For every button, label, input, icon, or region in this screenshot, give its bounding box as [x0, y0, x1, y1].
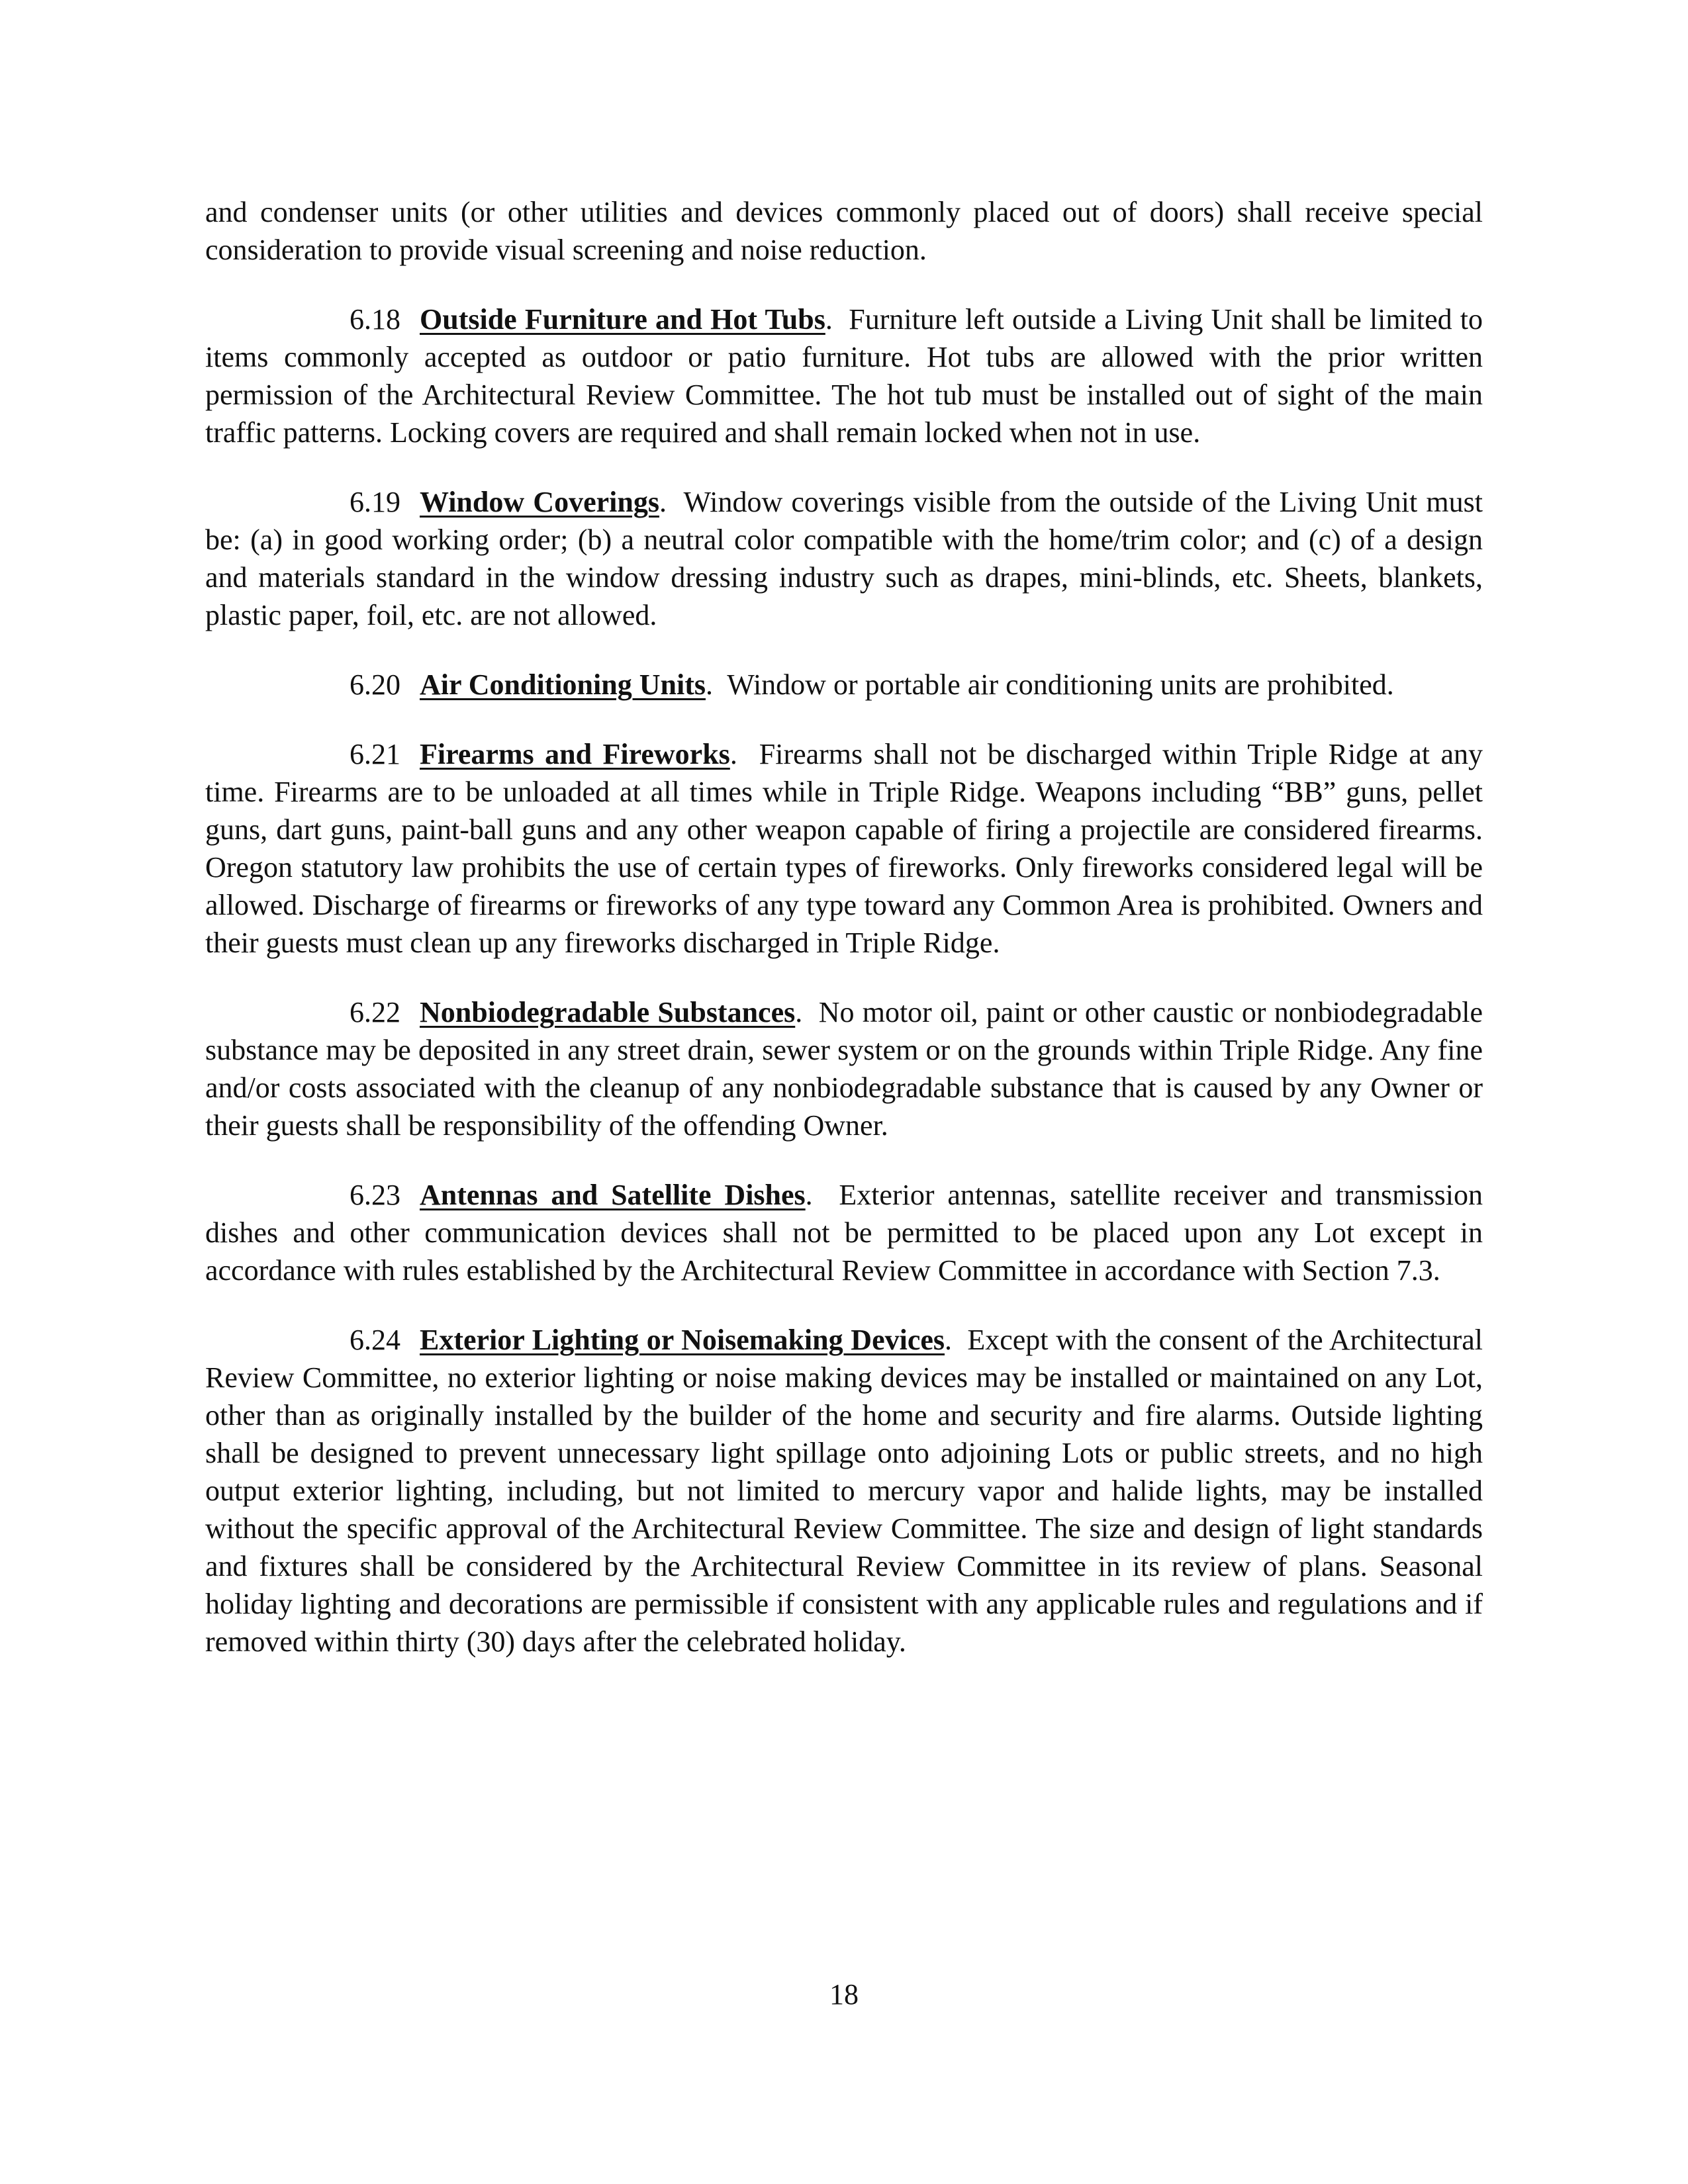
section-number: 6.19: [350, 486, 400, 518]
heading-punct: .: [705, 668, 713, 701]
section-heading: Firearms and Fireworks: [420, 738, 730, 770]
document-body: [205, 193, 1483, 1692]
section-text: Furniture left outside a Living Unit shall be limited to items commonly accepted as outdoor or patio furniture. Hot tubs are allowed with the prior written permission of the Architectural Review Committee. The hot tub must be installed out of sight of the main traffic patterns. Locking covers are required and shall remain locked when not in use.: [205, 303, 1483, 449]
section-number: 6.18: [350, 303, 400, 336]
section-6-18: [205, 300, 1483, 451]
section-number: 6.24: [350, 1324, 400, 1356]
section-text: Except with the consent of the Architectural Review Committee, no exterior lighting or noise making devices may be installed or maintained on any Lot, other than as originally installed by the builder of the home and security and fire alarms. Outside lighting shall be designed to prevent unnecessary light spillage onto adjoining Lots or public streets, and no high output exterior lighting, including, but not limited to mercury vapor and halide lights, may be installed without the specific approval of the Architectural Review Committee. The size and design of light standards and fixtures shall be considered by the Architectural Review Committee in its review of plans. Seasonal holiday lighting and decorations are permissible if consistent with any applicable rules and regulations and if removed within thirty (30) days after the celebrated holiday.: [205, 1324, 1483, 1658]
section-heading: Window Coverings: [420, 486, 659, 518]
section-6-23: [205, 1176, 1483, 1289]
section-text: Exterior antennas, satellite receiver and transmission dishes and other communication devices shall not be permitted to be placed upon any Lot except in accordance with rules established by the Architectural Review Committee in accordance with Section 7.3.: [205, 1179, 1483, 1287]
section-heading: Antennas and Satellite Dishes: [420, 1179, 806, 1211]
section-number: 6.22: [350, 996, 400, 1028]
section-6-24: [205, 1321, 1483, 1661]
intro-paragraph: and condenser units (or other utilities and devices commonly placed out of doors) shall receive special consideration to provide visual screening and noise reduction.: [205, 196, 1483, 266]
section-6-21: [205, 735, 1483, 962]
section-text: Window or portable air conditioning units are prohibited.: [727, 668, 1394, 701]
heading-punct: .: [659, 486, 667, 518]
section-number: 6.21: [350, 738, 400, 770]
section-heading: Nonbiodegradable Substances: [420, 996, 796, 1028]
page-number: 18: [829, 1978, 859, 2011]
section-number: 6.23: [350, 1179, 400, 1211]
section-number: 6.20: [350, 668, 400, 701]
section-heading: Outside Furniture and Hot Tubs: [420, 303, 825, 336]
section-text: Window coverings visible from the outside of the Living Unit must be: (a) in good working order; (b) a neutral color compatible with the home/trim color; and (c) of a design and materials standard in the window dressing industry such as drapes, mini-blinds, etc. Sheets, blankets, plastic paper, foil, etc. are not allowed.: [205, 486, 1483, 631]
section-6-22: [205, 993, 1483, 1144]
section-6-20: [205, 666, 1483, 704]
heading-punct: .: [729, 738, 737, 770]
section-heading: Air Conditioning Units: [420, 668, 706, 701]
section-text: No motor oil, paint or other caustic or nonbiodegradable substance may be deposited in any street drain, sewer system or on the grounds within Triple Ridge. Any fine and/or costs associated with the cleanup of any nonbiodegradable substance that is caused by any Owner or their guests shall be responsibility of the offending Owner.: [205, 996, 1483, 1142]
heading-punct: .: [805, 1179, 813, 1211]
section-text: Firearms shall not be discharged within Triple Ridge at any time. Firearms are to be unloaded at all times while in Triple Ridge. Weapons including “BB” guns, pellet guns, dart guns, paint-ball guns and any other weapon capable of firing a projectile are considered firearms. Oregon statutory law prohibits the use of certain types of fireworks. Only fireworks considered legal will be allowed. Discharge of firearms or fireworks of any type toward any Common Area is prohibited. Owners and their guests must clean up any fireworks discharged in Triple Ridge.: [205, 738, 1483, 959]
section-6-19: [205, 483, 1483, 634]
heading-punct: .: [795, 996, 803, 1028]
heading-punct: .: [945, 1324, 953, 1356]
heading-punct: .: [825, 303, 833, 336]
section-heading: Exterior Lighting or Noisemaking Devices: [420, 1324, 945, 1356]
